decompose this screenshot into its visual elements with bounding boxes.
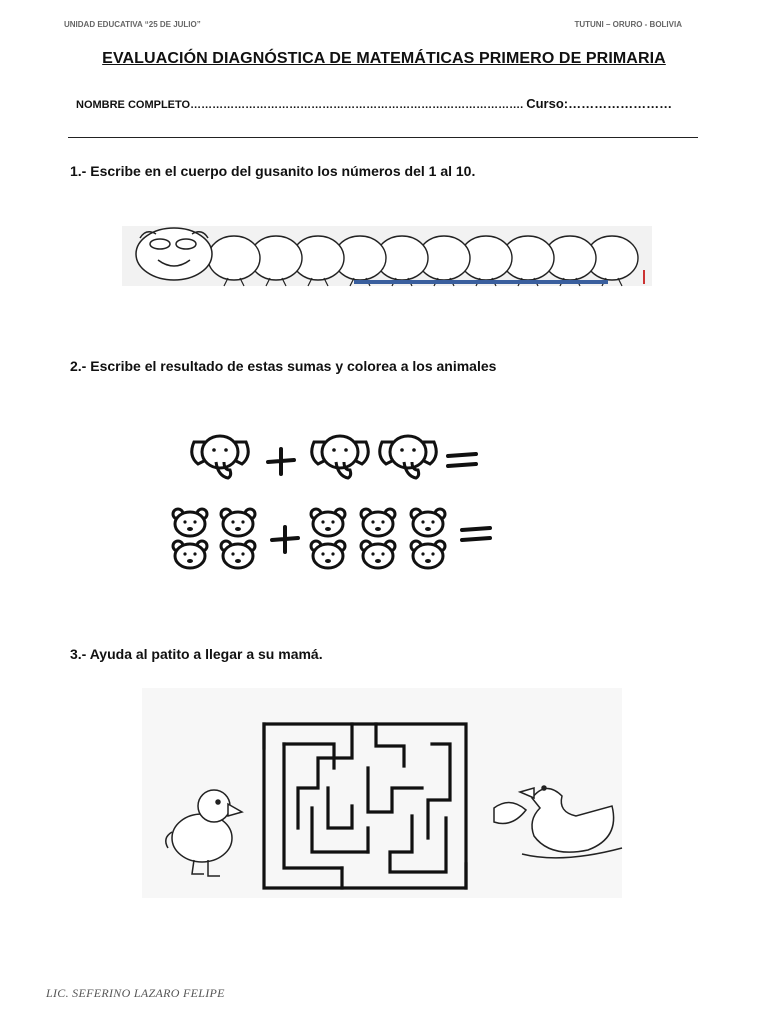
worm-tail-mark [643, 270, 645, 284]
course-field-label[interactable]: Curso:…………………… [526, 96, 673, 111]
bear-icon[interactable] [173, 541, 207, 568]
school-name: UNIDAD EDUCATIVA “25 DE JULIO” [64, 20, 201, 29]
question-1: 1.- Escribe en el cuerpo del gusanito los números del 1 al 10. [70, 163, 476, 179]
bear-icon[interactable] [311, 541, 345, 568]
elephant-icon[interactable] [380, 436, 437, 478]
plus-icon [272, 527, 298, 552]
elephant-icon[interactable] [312, 436, 369, 478]
bear-icon[interactable] [311, 509, 345, 536]
equals-icon [448, 454, 476, 466]
bear-icon[interactable] [361, 541, 395, 568]
question-3: 3.- Ayuda al patito a llegar a su mamá. [70, 646, 323, 662]
plus-icon [268, 449, 294, 474]
maze-exercise [142, 688, 622, 898]
worm-head[interactable] [136, 228, 212, 280]
student-info-row [76, 96, 672, 111]
bear-icon[interactable] [411, 509, 445, 536]
caterpillar-illustration [122, 226, 652, 290]
sum-row-elephants [188, 428, 508, 488]
bear-icon[interactable] [221, 509, 255, 536]
bear-icon[interactable] [361, 509, 395, 536]
eye-icon [176, 239, 196, 249]
location: TUTUNI – ORURO - BOLIVIA [574, 20, 682, 29]
equals-icon [462, 528, 490, 540]
eye-icon [150, 239, 170, 249]
author-signature: LIC. SEFERINO LAZARO FELIPE [46, 986, 225, 1000]
bear-icon[interactable] [411, 541, 445, 568]
name-field-label[interactable]: NOMBRE COMPLETO………………………………………………………………………………. [76, 99, 524, 111]
sum-row-bears [170, 502, 490, 582]
page-title: EVALUACIÓN DIAGNÓSTICA DE MATEMÁTICAS PRIMERO DE PRIMARIA [102, 50, 666, 67]
elephant-icon[interactable] [192, 436, 249, 478]
divider [68, 137, 698, 138]
worm-underline [354, 280, 608, 284]
bear-icon[interactable] [173, 509, 207, 536]
worm-segment[interactable] [208, 236, 260, 280]
question-2: 2.- Escribe el resultado de estas sumas y colorea a los animales [70, 358, 497, 374]
bear-icon[interactable] [221, 541, 255, 568]
